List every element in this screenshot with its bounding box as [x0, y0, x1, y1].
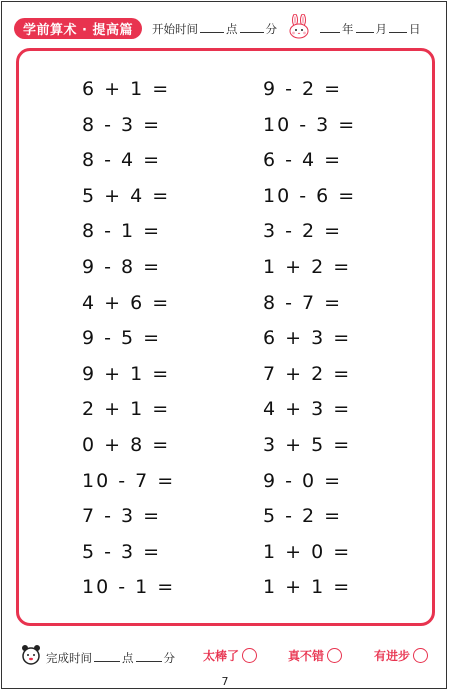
page-number: 7 [221, 675, 229, 688]
book-title-badge [14, 18, 142, 39]
math-problem: 6 + 1 = [82, 78, 171, 100]
math-problem: 8 - 3 = [82, 113, 162, 136]
math-problem: 8 - 1 = [82, 220, 162, 243]
alarm-clock-icon [20, 644, 42, 666]
math-problem: 9 - 5 = [82, 327, 162, 350]
finish-minute-unit: 分 [163, 651, 175, 665]
month-unit: 月 [375, 22, 387, 36]
start-time-row [152, 21, 277, 37]
math-problem: 10 - 3 = [263, 113, 357, 136]
math-problem: 1 + 1 = [263, 576, 352, 599]
math-problem: 10 - 1 = [82, 576, 176, 599]
rating-excellent[interactable] [203, 647, 257, 664]
math-problem: 1 + 2 = [263, 256, 352, 278]
math-problem: 8 - 7 = [263, 291, 343, 314]
math-problem: 5 - 2 = [263, 505, 343, 528]
math-problem: 6 - 4 = [263, 149, 343, 172]
day-blank[interactable] [389, 21, 407, 33]
start-minute-unit: 分 [265, 22, 277, 36]
start-hour-blank[interactable] [200, 21, 224, 33]
math-problem: 3 - 2 = [263, 220, 343, 243]
math-problem: 7 - 3 = [82, 505, 162, 528]
finish-hour-unit: 点 [122, 651, 134, 665]
rating-good-label: 真不错 [288, 649, 325, 663]
math-problem: 4 + 6 = [82, 291, 171, 314]
finish-time-row [46, 650, 175, 666]
start-time-label: 开始时间 [152, 22, 198, 36]
math-problem: 10 - 6 = [263, 184, 357, 207]
math-problem: 4 + 3 = [263, 398, 352, 421]
math-problem: 9 + 1 = [82, 362, 171, 385]
year-blank[interactable] [320, 21, 340, 33]
rating-improved[interactable] [374, 647, 428, 664]
math-problem: 7 + 2 = [263, 362, 352, 385]
rating-improved-checkbox[interactable] [413, 648, 428, 663]
worksheet-panel [16, 48, 435, 626]
rating-improved-label: 有进步 [374, 649, 411, 663]
book-title: 学前算术 · 提高篇 [23, 23, 133, 38]
math-problem: 0 + 8 = [82, 434, 171, 456]
start-minute-blank[interactable] [240, 21, 264, 33]
date-row [318, 21, 421, 37]
rating-good[interactable] [288, 647, 342, 664]
rating-excellent-checkbox[interactable] [242, 648, 257, 663]
finish-minute-blank[interactable] [136, 650, 162, 662]
math-problem: 6 + 3 = [263, 327, 352, 350]
start-hour-unit: 点 [226, 22, 238, 36]
math-problem: 8 - 4 = [82, 149, 162, 172]
rating-excellent-label: 太棒了 [203, 649, 240, 663]
math-problem: 10 - 7 = [82, 469, 176, 492]
bunny-icon [286, 14, 312, 40]
day-unit: 日 [409, 22, 421, 36]
math-problem: 2 + 1 = [82, 398, 171, 421]
math-problem: 5 - 3 = [82, 540, 162, 563]
math-problem: 5 + 4 = [82, 184, 171, 207]
math-problem: 9 - 8 = [82, 256, 162, 278]
math-problem: 3 + 5 = [263, 434, 352, 456]
finish-hour-blank[interactable] [94, 650, 120, 662]
math-problem: 9 - 2 = [263, 78, 343, 100]
math-problem: 1 + 0 = [263, 540, 352, 563]
math-problem: 9 - 0 = [263, 469, 343, 492]
year-unit: 年 [342, 22, 354, 36]
month-blank[interactable] [356, 21, 374, 33]
rating-good-checkbox[interactable] [327, 648, 342, 663]
finish-time-label: 完成时间 [46, 651, 92, 665]
